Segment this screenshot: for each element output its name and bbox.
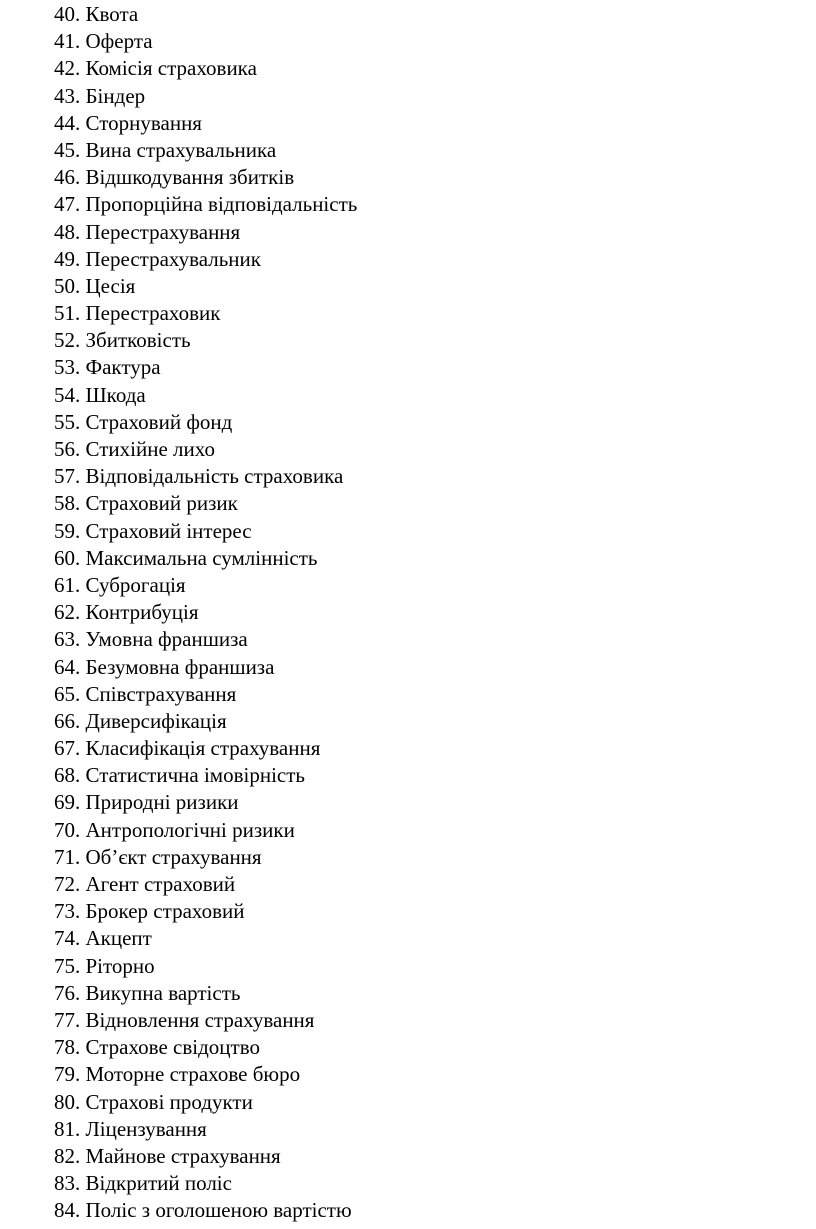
item-number: 66: [54, 708, 75, 733]
item-term: Квота: [85, 2, 139, 26]
item-term: Шкода: [85, 382, 146, 407]
item-number: 82: [54, 1143, 75, 1168]
item-term: Викупна вартість: [85, 980, 241, 1005]
item-term: Відкритий поліс: [85, 1171, 232, 1196]
item-number: 43: [54, 83, 75, 108]
list-item: 74. Акцепт: [54, 925, 357, 952]
item-number: 65: [54, 681, 75, 706]
item-term: Страховий інтерес: [85, 518, 252, 543]
list-item: 64. Безумовна франшиза: [54, 654, 357, 681]
list-item: 48. Перестрахування: [54, 219, 357, 246]
item-term: Природні ризики: [85, 790, 239, 815]
list-item: 65. Співстрахування: [54, 681, 357, 708]
item-number: 46: [54, 165, 75, 190]
list-item: 84. Поліс з оголошеною вартістю: [54, 1197, 357, 1224]
list-item: 76. Викупна вартість: [54, 980, 357, 1007]
item-number: 57: [54, 464, 75, 489]
item-number: 56: [54, 437, 75, 461]
item-term: Статистична імовірність: [85, 763, 305, 788]
item-number: 64: [54, 654, 75, 679]
item-number: 49: [54, 246, 75, 271]
item-number: 73: [54, 899, 75, 924]
list-item: 54. Шкода: [54, 382, 357, 409]
item-number: 67: [54, 736, 75, 761]
item-term: Акцепт: [85, 926, 152, 951]
list-item: 40. Квота: [54, 1, 357, 28]
list-item: 41. Оферта: [54, 28, 357, 55]
list-item: 67. Класифікація страхування: [54, 735, 357, 762]
item-number: 83: [54, 1171, 75, 1196]
list-item: 62. Контрибуція: [54, 599, 357, 626]
item-number: 51: [54, 301, 75, 326]
item-term: Поліс з оголошеною вартістю: [85, 1198, 352, 1223]
item-number: 72: [54, 872, 75, 896]
item-term: Біндер: [85, 83, 146, 108]
item-number: 70: [54, 817, 75, 842]
item-number: 60: [54, 545, 75, 570]
item-number: 54: [54, 382, 75, 407]
list-item: 53. Фактура: [54, 354, 357, 381]
item-number: 78: [54, 1035, 75, 1060]
item-term: Страховий ризик: [85, 491, 238, 516]
item-term: Перестрахувальник: [85, 246, 261, 271]
list-item: 51. Перестраховик: [54, 300, 357, 327]
list-item: 69. Природні ризики: [54, 789, 357, 816]
list-item: 75. Ріторно: [54, 953, 357, 980]
list-item: 78. Страхове свідоцтво: [54, 1034, 357, 1061]
item-number: 61: [54, 572, 75, 597]
item-number: 77: [54, 1007, 75, 1032]
list-item: 82. Майнове страхування: [54, 1143, 357, 1170]
item-term: Комісія страховика: [85, 56, 257, 81]
item-number: 48: [54, 219, 75, 244]
item-term: Контрибуція: [85, 600, 199, 625]
item-number: 59: [54, 518, 75, 543]
item-number: 74: [54, 926, 75, 951]
list-item: 55. Страховий фонд: [54, 409, 357, 436]
item-term: Страхові продукти: [85, 1089, 253, 1114]
list-item: 56. Стихійне лихо: [54, 436, 357, 463]
list-item: 44. Сторнування: [54, 110, 357, 137]
list-item: 68. Статистична імовірність: [54, 762, 357, 789]
item-term: Моторне страхове бюро: [85, 1062, 301, 1087]
list-item: 60. Максимальна сумлінність: [54, 545, 357, 572]
item-number: 45: [54, 137, 75, 162]
list-item: 71. Об’єкт страхування: [54, 844, 357, 871]
item-number: 42: [54, 56, 75, 81]
item-number: 80: [54, 1089, 75, 1114]
item-number: 53: [54, 355, 75, 380]
item-number: 63: [54, 627, 75, 652]
item-number: 55: [54, 409, 75, 434]
list-item: 80. Страхові продукти: [54, 1089, 357, 1116]
list-item: 72. Агент страховий: [54, 871, 357, 898]
item-number: 75: [54, 953, 75, 978]
list-item: 57. Відповідальність страховика: [54, 463, 357, 490]
item-term: Співстрахування: [85, 681, 237, 706]
item-term: Перестрахування: [85, 219, 241, 244]
list-item: 45. Вина страхувальника: [54, 137, 357, 164]
item-term: Класифікація страхування: [85, 736, 321, 761]
item-term: Відшкодування збитків: [85, 165, 295, 190]
list-item: 79. Моторне страхове бюро: [54, 1061, 357, 1088]
item-term: Ріторно: [85, 953, 155, 978]
item-term: Вина страхувальника: [85, 137, 277, 162]
item-term: Майнове страхування: [85, 1143, 281, 1168]
list-item: 42. Комісія страховика: [54, 55, 357, 82]
item-number: 40: [54, 2, 75, 26]
item-term: Оферта: [85, 29, 153, 54]
item-term: Сторнування: [85, 110, 202, 135]
list-item: 50. Цесія: [54, 273, 357, 300]
item-term: Страховий фонд: [85, 409, 233, 434]
list-item: 63. Умовна франшиза: [54, 626, 357, 653]
item-term: Стихійне лихо: [85, 437, 215, 461]
list-item: 47. Пропорційна відповідальність: [54, 191, 357, 218]
item-number: 81: [54, 1116, 75, 1141]
list-item: 73. Брокер страховий: [54, 898, 357, 925]
item-number: 79: [54, 1062, 75, 1087]
list-item: 70. Антропологічні ризики: [54, 817, 357, 844]
list-item: 49. Перестрахувальник: [54, 246, 357, 273]
item-term: Брокер страховий: [85, 899, 245, 924]
item-term: Відповідальність страховика: [85, 464, 344, 489]
term-list: [54, 0, 357, 1224]
list-item: 81. Ліцензування: [54, 1116, 357, 1143]
item-number: 62: [54, 600, 75, 625]
item-number: 41: [54, 29, 75, 54]
item-term: Антропологічні ризики: [85, 817, 295, 842]
item-term: Збитковість: [85, 328, 191, 353]
item-number: 76: [54, 980, 75, 1005]
list-item: 59. Страховий інтерес: [54, 518, 357, 545]
item-term: Пропорційна відповідальність: [85, 192, 358, 217]
list-item: 58. Страховий ризик: [54, 490, 357, 517]
item-term: Фактура: [85, 355, 161, 380]
item-number: 68: [54, 763, 75, 788]
item-number: 71: [54, 844, 75, 869]
list-item: 46. Відшкодування збитків: [54, 164, 357, 191]
item-term: Умовна франшиза: [85, 627, 248, 652]
item-term: Суброгація: [85, 572, 186, 597]
item-term: Безумовна франшиза: [85, 654, 275, 679]
item-number: 44: [54, 110, 75, 135]
item-term: Ліцензування: [85, 1116, 207, 1141]
list-item: 61. Суброгація: [54, 572, 357, 599]
item-term: Перестраховик: [85, 301, 221, 326]
list-item: 52. Збитковість: [54, 327, 357, 354]
item-number: 47: [54, 192, 75, 217]
item-number: 52: [54, 328, 75, 353]
item-number: 58: [54, 491, 75, 516]
list-item: 43. Біндер: [54, 83, 357, 110]
item-number: 84: [54, 1198, 75, 1223]
list-item: 66. Диверсифікація: [54, 708, 357, 735]
item-term: Агент страховий: [85, 872, 236, 896]
item-term: Страхове свідоцтво: [85, 1035, 260, 1060]
item-number: 50: [54, 273, 75, 298]
item-term: Диверсифікація: [85, 708, 227, 733]
item-term: Цесія: [85, 273, 136, 298]
item-term: Об’єкт страхування: [85, 844, 262, 869]
item-term: Максимальна сумлінність: [85, 545, 318, 570]
list-item: 77. Відновлення страхування: [54, 1007, 357, 1034]
item-number: 69: [54, 790, 75, 815]
item-term: Відновлення страхування: [85, 1007, 315, 1032]
list-item: 83. Відкритий поліс: [54, 1170, 357, 1197]
